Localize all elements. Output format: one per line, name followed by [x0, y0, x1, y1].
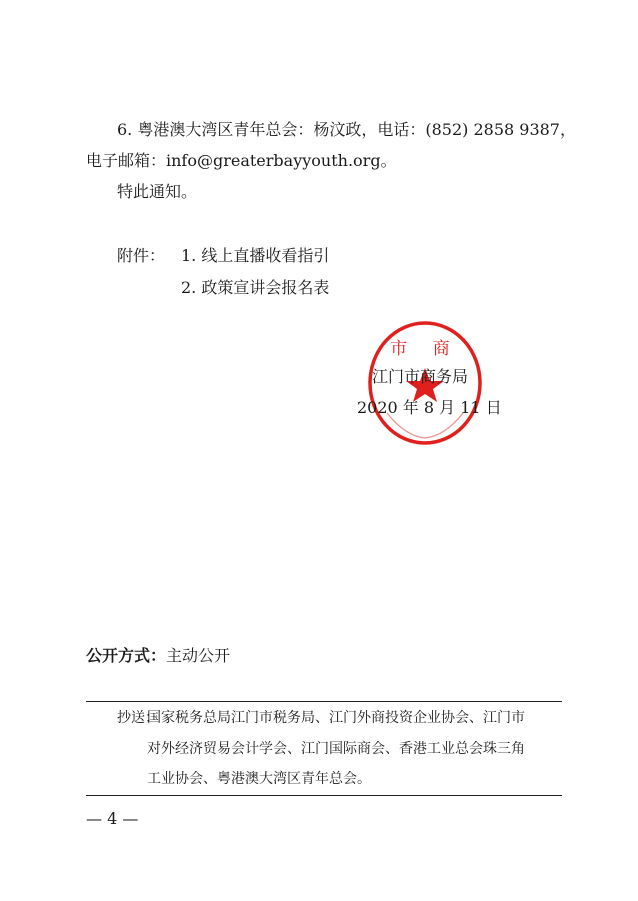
disclosure-label: 公开方式： — [86, 646, 167, 665]
issue-date: 2020 年 8 月 11 日 — [357, 398, 502, 417]
attachment-1: 1. 线上直播收看指引 — [181, 246, 330, 265]
cc-top-rule — [86, 701, 562, 702]
issuer-name: 江门市商务局 — [372, 367, 469, 386]
page-number: — 4 — — [86, 809, 139, 828]
cc-line-2: 对外经济贸易会计学会、江门国际商会、香港工业总会珠三角 — [147, 741, 525, 757]
contact-item-6-line1: 6. 粤港澳大湾区青年总会：杨汶政，电话：(852) 2858 9387， — [117, 120, 576, 139]
seal-top-text: 市 商 — [390, 339, 460, 359]
disclosure-line — [86, 646, 230, 666]
cc-line-3: 工业协会、粤港澳大湾区青年总会。 — [147, 771, 371, 787]
attachment-2: 2. 政策宣讲会报名表 — [181, 278, 330, 297]
closing-text: 特此通知。 — [117, 182, 198, 201]
cc-label: 抄送： — [117, 710, 159, 726]
disclosure-value: 主动公开 — [166, 646, 231, 665]
attachments-label: 附件： — [117, 246, 166, 265]
cc-bottom-rule — [86, 795, 562, 796]
contact-item-6-line2: 电子邮箱：info@greaterbayyouth.org。 — [86, 151, 397, 170]
cc-line-1: 国家税务总局江门市税务局、江门外商投资企业协会、江门市 — [147, 710, 525, 726]
